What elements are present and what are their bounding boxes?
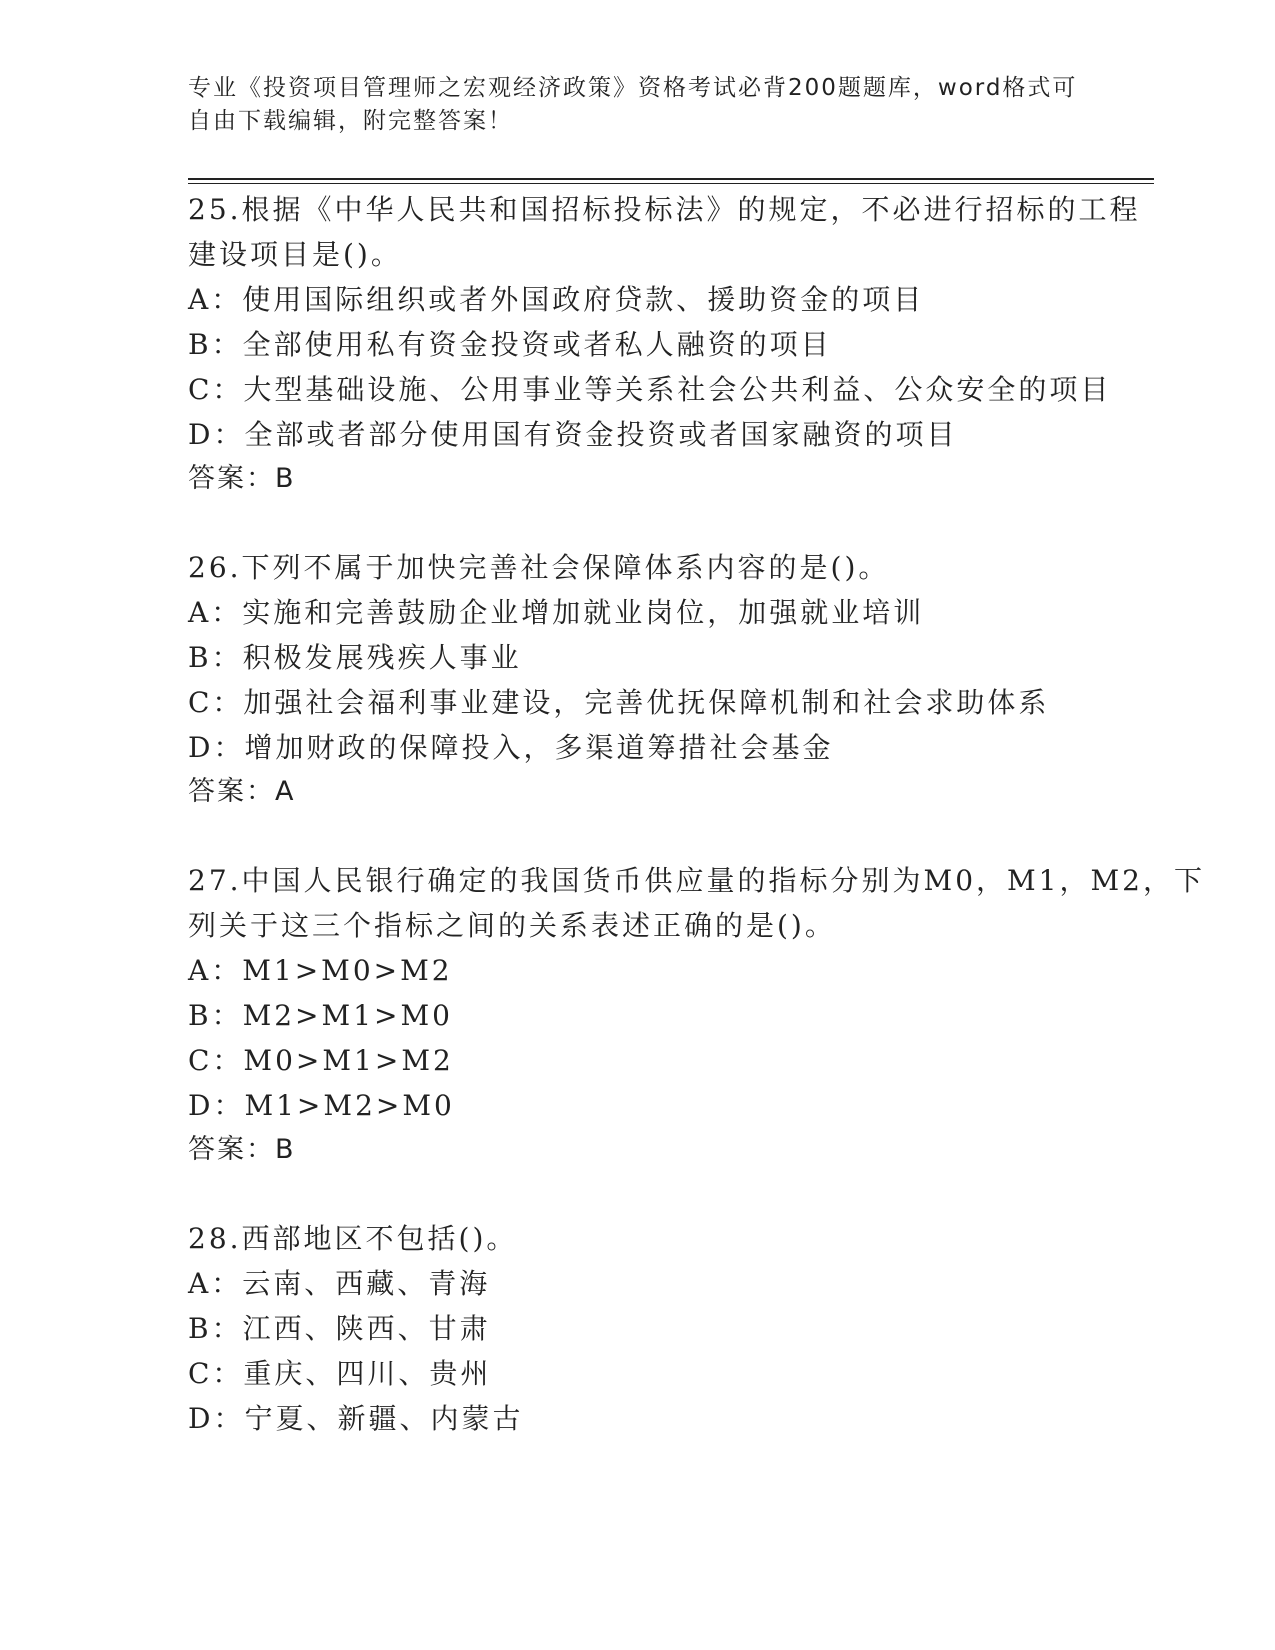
question-stem xyxy=(188,858,1205,948)
question-27 xyxy=(188,858,1205,1172)
option-c: C：加强社会福利事业建设，完善优抚保障机制和社会求助体系 xyxy=(188,686,1050,719)
question-stem-line-1: 25.根据《中华人民共和国招标投标法》的规定，不必进行招标的工程 xyxy=(188,193,1141,226)
option-c: C：M0>M1>M2 xyxy=(188,1044,454,1077)
option-b: B：全部使用私有资金投资或者私人融资的项目 xyxy=(188,328,832,361)
option-c: C：重庆、四川、贵州 xyxy=(188,1357,492,1390)
question-25 xyxy=(188,187,1141,501)
answer-label: 答案：A xyxy=(188,776,296,807)
option-d: D：全部或者部分使用国有资金投资或者国家融资的项目 xyxy=(188,418,958,451)
question-stem xyxy=(188,545,1128,590)
answer-label: 答案：B xyxy=(188,463,296,494)
header-title-line-1: 专业《投资项目管理师之宏观经济政策》资格考试必背200题题库，word格式可 xyxy=(188,75,1078,101)
option-d: D：宁夏、新疆、内蒙古 xyxy=(188,1402,524,1435)
question-stem xyxy=(188,187,1141,277)
option-c: C：大型基础设施、公用事业等关系社会公共利益、公众安全的项目 xyxy=(188,373,1112,406)
option-d: D：M1>M2>M0 xyxy=(188,1089,455,1122)
option-a: A：实施和完善鼓励企业增加就业岗位，加强就业培训 xyxy=(188,596,925,629)
question-stem xyxy=(188,1216,1128,1261)
header-divider-thin xyxy=(188,183,1154,184)
option-a: A：使用国际组织或者外国政府贷款、援助资金的项目 xyxy=(188,283,925,316)
header-divider-thick xyxy=(188,178,1154,180)
document-header xyxy=(188,72,1088,138)
header-title-line-2: 自由下载编辑，附完整答案！ xyxy=(188,108,513,134)
option-b: B：M2>M1>M0 xyxy=(188,999,453,1032)
option-a: A：云南、西藏、青海 xyxy=(188,1267,491,1300)
question-list xyxy=(188,187,1205,1485)
question-stem-line-1: 26.下列不属于加快完善社会保障体系内容的是()。 xyxy=(188,551,890,584)
question-stem-line-1: 28.西部地区不包括()。 xyxy=(188,1222,518,1255)
option-b: B：江西、陕西、甘肃 xyxy=(188,1312,491,1345)
question-stem-line-2: 列关于这三个指标之间的关系表述正确的是()。 xyxy=(188,909,836,942)
option-b: B：积极发展残疾人事业 xyxy=(188,641,522,674)
question-stem-line-2: 建设项目是()。 xyxy=(188,238,402,271)
question-28 xyxy=(188,1216,1128,1441)
option-d: D：增加财政的保障投入，多渠道筹措社会基金 xyxy=(188,731,834,764)
question-26 xyxy=(188,545,1128,814)
question-stem-line-1: 27.中国人民银行确定的我国货币供应量的指标分别为M0，M1，M2，下 xyxy=(188,864,1205,897)
answer-label: 答案：B xyxy=(188,1134,296,1165)
option-a: A：M1>M0>M2 xyxy=(188,954,453,987)
